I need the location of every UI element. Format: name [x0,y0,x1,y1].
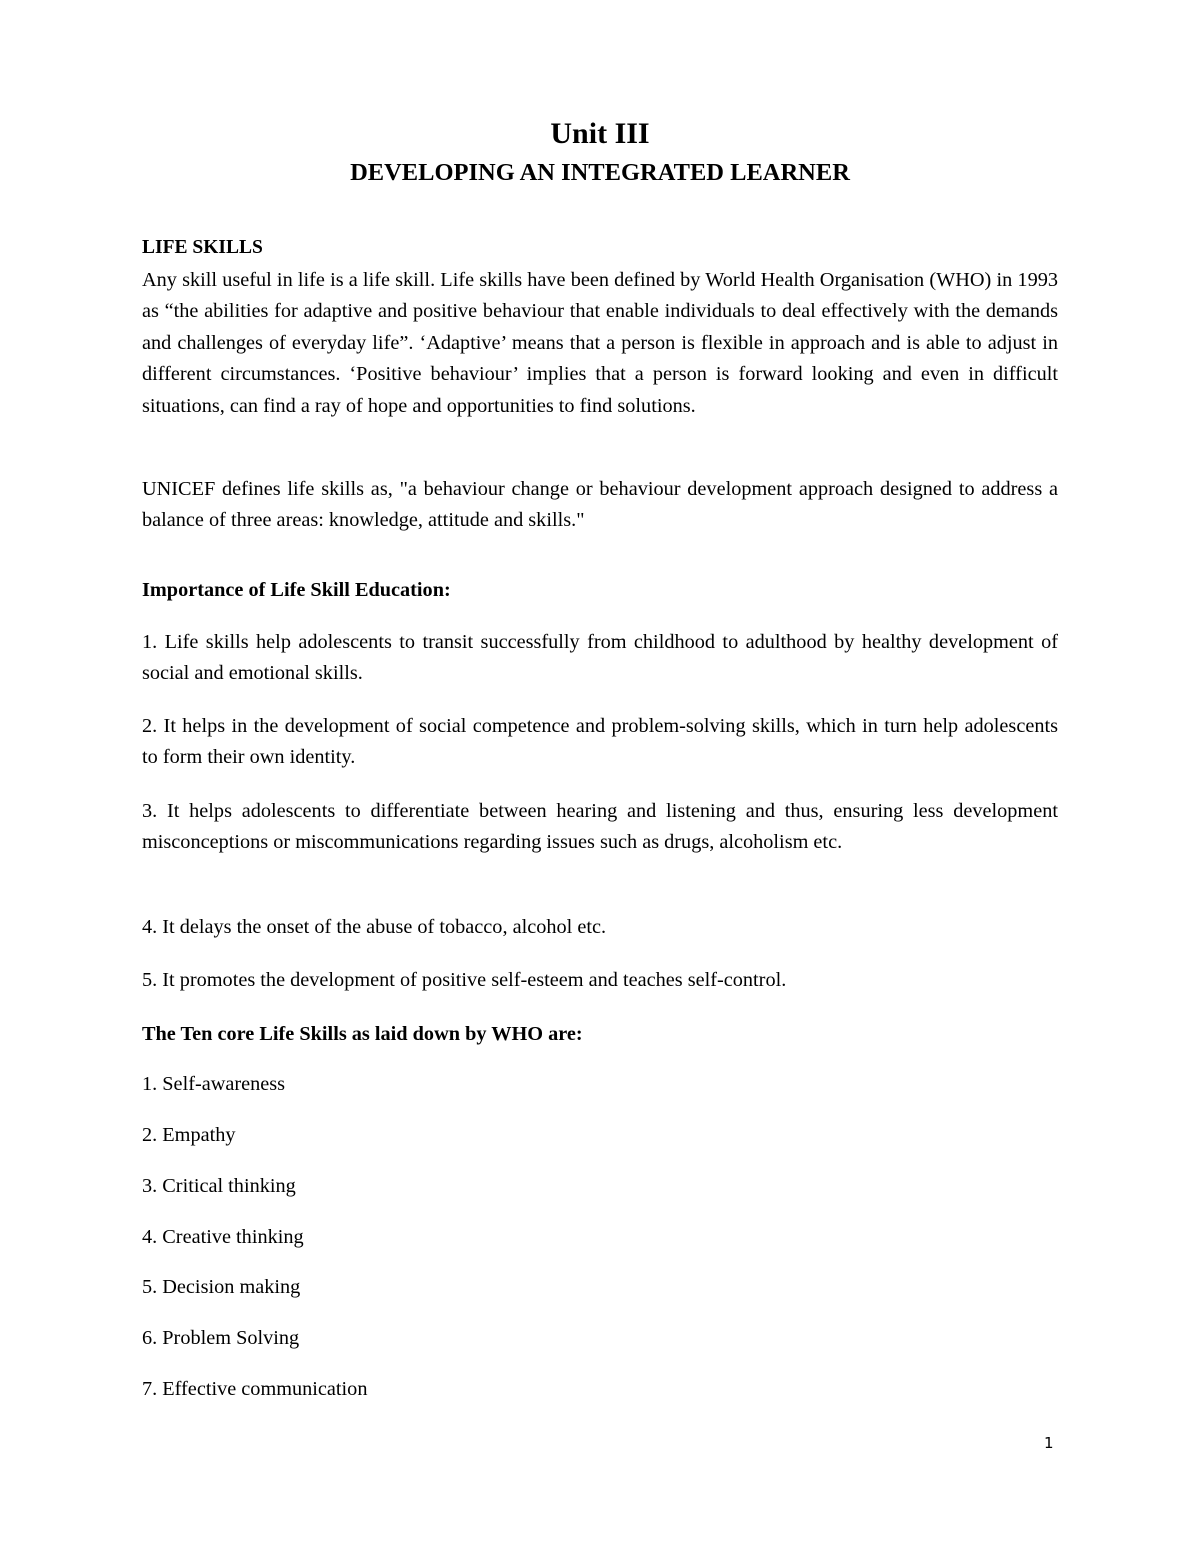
importance-item: 3. It helps adolescents to differentiate between hearing and listening and thus, ensuring less development misconceptions or miscommunications regarding issues such as drugs, alcoholism etc. [142,800,1058,854]
unit-title: Unit III [550,117,650,150]
document-title: DEVELOPING AN INTEGRATED LEARNER [350,159,850,186]
paragraph-unicef-definition: UNICEF defines life skills as, "a behaviour change or behaviour development approach designed to address a balance of three areas: knowledge, attitude and skills." [142,478,1058,532]
heading-core-skills: The Ten core Life Skills as laid down by WHO are: [142,1023,583,1045]
heading-importance: Importance of Life Skill Education: [142,579,451,601]
section-heading-life-skills: LIFE SKILLS [142,237,263,258]
core-skill-item: 7. Effective communication [142,1378,368,1400]
importance-item: 1. Life skills help adolescents to transit successfully from childhood to adulthood by healthy development of social and emotional skills. [142,631,1058,685]
core-skill-item: 4. Creative thinking [142,1226,304,1248]
paragraph-who-definition: Any skill useful in life is a life skill. Life skills have been defined by World Health Organisation (WHO) in 1993 as “the abilities for adaptive and positive behaviour that enable individuals to deal effectively with the demands and challenges of everyday life”. ‘Adaptive’ means that a person is flexible in approach and is able to adjust in different circumstances. ‘Positive behaviour’ implies that a person is forward looking and even in difficult situations, can find a ray of hope and opportunities to find solutions. [142,269,1058,417]
importance-item: 4. It delays the onset of the abuse of tobacco, alcohol etc. [142,916,607,938]
core-skill-item: 6. Problem Solving [142,1327,300,1349]
core-skill-item: 5. Decision making [142,1276,301,1298]
page-number: 1 [1044,1434,1054,1452]
importance-item: 2. It helps in the development of social competence and problem-solving skills, which in turn help adolescents to form their own identity. [142,715,1058,769]
core-skill-item: 1. Self-awareness [142,1073,286,1095]
core-skill-item: 2. Empathy [142,1124,236,1146]
core-skill-item: 3. Critical thinking [142,1175,296,1197]
importance-item: 5. It promotes the development of positive self-esteem and teaches self-control. [142,969,787,991]
